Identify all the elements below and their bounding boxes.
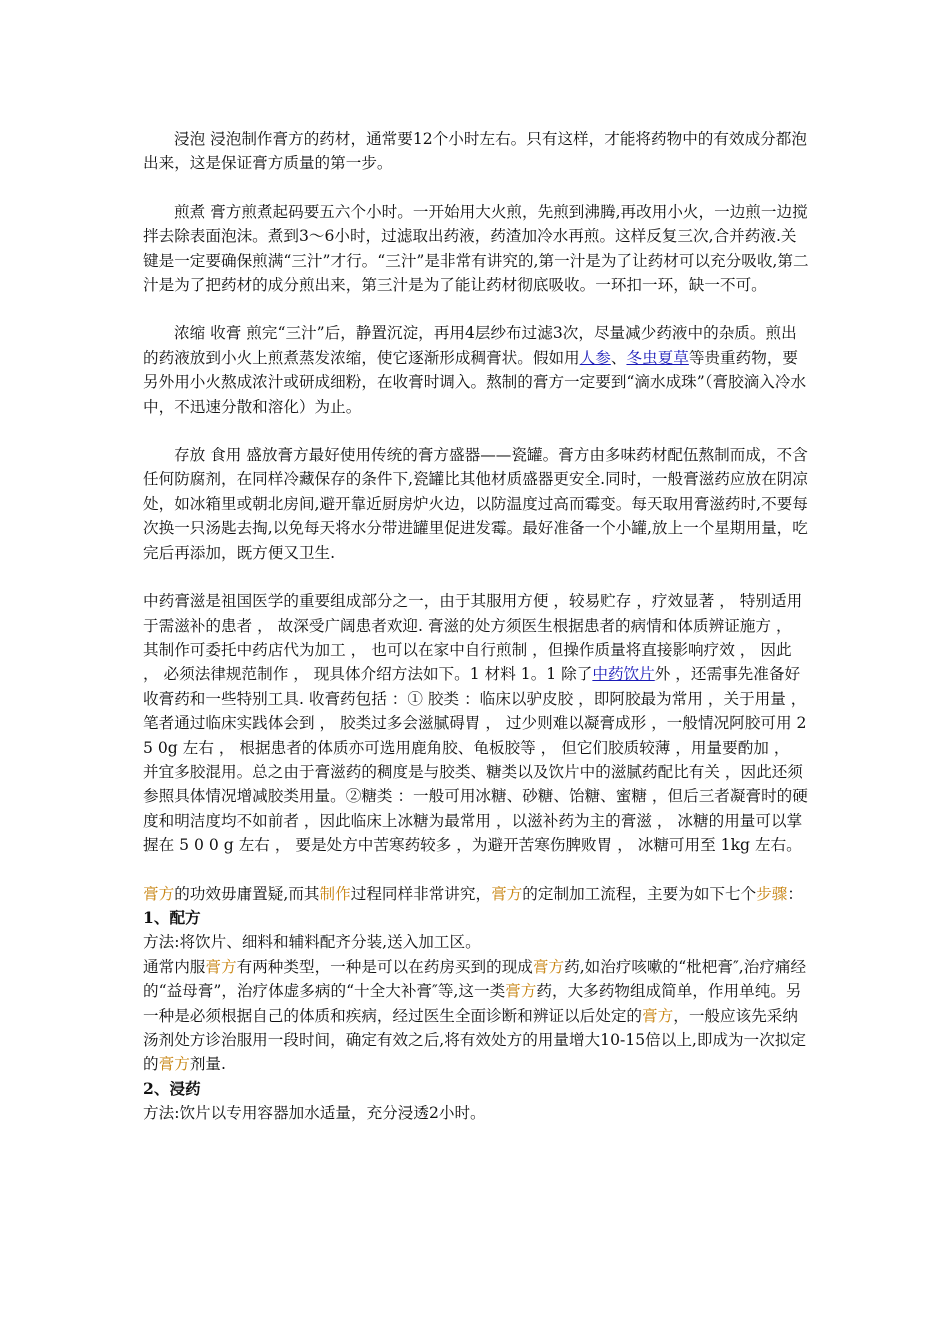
keyword-zhizuo: 制作 <box>319 884 351 903</box>
keyword-gaofang: 膏方 <box>143 884 175 903</box>
paragraph-concentrate <box>143 321 809 419</box>
text: 药，大多药物组成简单，作用单纯。另一种是必须根据自己的体质和疾病，经过医生全面诊断和辨证以后处定的 <box>143 982 802 1025</box>
separator: 、 <box>610 348 627 367</box>
herbal-pieces-link[interactable]: 中药饮片 <box>592 665 655 684</box>
paragraph-gaozi-text-a: 中药膏滋是祖国医学的重要组成部分之一，由于其服用方便 ，较易贮存 ，疗效显著 ， 特别适用于需滋补的患者 ， 故深受广阔患者欢迎. 膏滋的处方须医生根据患者的病情和体质辨证施方 ， 其制作可委托中药店代为加工 ， 也可以在家中自行煎制 ，但操作质量将直接影响疗效 ， 因此 ， 必须法律规范制作 ， 现具体介绍方法如下。1 材料 1。1 除了 <box>143 592 803 684</box>
cordyceps-link[interactable]: 冬虫夏草 <box>626 348 689 367</box>
keyword-buzhou: 步骤 <box>756 884 788 903</box>
paragraph-intro-steps <box>143 882 809 906</box>
text: 通常内服 <box>143 957 206 976</box>
text: 药,如治疗咳嗽的“枇杷膏″,治疗痛经的“益母膏”，治疗体虚多病的“十全大补膏″等,这一类 <box>143 957 807 1001</box>
text: 的定制加工流程，主要为如下七个 <box>522 884 757 903</box>
ginseng-link[interactable]: 人参 <box>579 348 611 367</box>
text: ，一般应该先采纳汤剂处方诊治服用一段时间，确定有效之后,将有效处方的用量增大10-15倍以上,即成为一次拟定的 <box>143 1006 807 1074</box>
keyword-gaofang: 膏方 <box>205 957 237 976</box>
paragraph-decoct: 煎煮 膏方煎煮起码要五六个小时。一开始用大火煎，先煎到沸腾,再改用小火，一边煎一边搅拌去除表面泡沫。煮到3～6小时，过滤取出药液，药渣加冷水再煎。这样反复三次,合并药液.关键是一定要确保煎满“三汁”才行。“三汁”是非常有讲究的,第一汁是为了让药材可以充分吸收,第二汁是为了把药材的成分煎出来，第三汁是为了能让药材彻底吸收。一环扣一环，缺一不可。 <box>143 202 809 295</box>
text: 剂量. <box>189 1055 226 1074</box>
method-formula: 方法:将饮片、细料和辅料配齐分装,送入加工区。 <box>143 933 481 952</box>
text: 过程同样非常讲究， <box>350 884 492 903</box>
text: 的功效毋庸置疑,而其 <box>174 884 320 903</box>
document-page <box>143 127 809 1126</box>
keyword-gaofang: 膏方 <box>642 1006 674 1025</box>
section-heading-soak: 2、浸药 <box>143 1078 201 1098</box>
keyword-gaofang: 膏方 <box>158 1055 190 1074</box>
paragraph-soak: 浸泡 浸泡制作膏方的药材，通常要12个小时左右。只有这样，才能将药物中的有效成分都泡出来，这是保证膏方质量的第一步。 <box>143 130 807 173</box>
text: ： <box>787 884 804 903</box>
paragraph-gaozi <box>143 589 809 857</box>
section-heading-formula: 1、配方 <box>143 907 201 927</box>
paragraph-types <box>143 955 809 1077</box>
method-soak: 方法:饮片以专用容器加水适量，充分浸透2小时。 <box>143 1104 486 1123</box>
paragraph-gaozi-text-b: 外 ，还需事先准备好收膏药和一些特别工具. 收膏药包括 ：① 胶类 ：临床以驴皮胶 ，即阿胶最为常用 ，关于用量 ，笔者通过临床实践体会到 ， 胶类过多会滋腻碍胃 ， 过少则难以凝膏成形 ，一般情况阿胶可用 2 5 0g 左右 ， 根据患者的体质亦可选用鹿角胶、龟板胶等 ， 但它们胶质较薄 ，用量要酌加 ， 并宜多胶混用。总之由于膏滋药的稠度是与胶类、糖类以及饮片中的滋腻药配比有关 ，因此还须参照具体情况增减胶类用量。②糖类 ：一般可用冰糖、砂糖、饴糖、蜜糖 ，但后三者凝膏时的硬度和明洁度均不如前者 ，因此临床上冰糖为最常用 ，以滋补药为主的膏滋 ， 冰糖的用量可以掌握在 5 0 0 g 左右 ， 要是处方中苦寒药较多 ，为避开苦寒伤脾败胃 ， 冰糖可用至 1kg 左右。 <box>143 665 808 855</box>
paragraph-concentrate-text-a: 浓缩 收膏 煎完“三汁”后，静置沉淀，再用4层纱布过滤3次，尽量减少药液中的杂质。煎出的药液放到小火上煎煮蒸发浓缩，使它逐渐形成稠膏状。假如用 <box>143 324 797 367</box>
keyword-gaofang: 膏方 <box>491 884 523 903</box>
paragraph-storage: 存放 食用 盛放膏方最好使用传统的膏方盛器——瓷罐。膏方由多味药材配伍熬制而成，不含任何防腐剂，在同样冷藏保存的条件下,瓷罐比其他材质盛器更安全.同时，一般膏滋药应放在阴凉处，如冰箱里或朝北房间,避开靠近厨房炉火边，以防温度过高而霉变。每天取用膏滋药时,不要每次换一只汤匙去掏,以免每天将水分带进罐里促进发霉。最好准备一个小罐,放上一个星期用量，吃完后再添加，既方便又卫生. <box>143 446 808 562</box>
keyword-gaofang: 膏方 <box>505 982 537 1001</box>
text: 有两种类型，一种是可以在药房买到的现成 <box>236 957 533 976</box>
paragraph-concentrate-text-b: 等贵重药物，要另外用小火熬成浓汁或研成细粉，在收膏时调入。熬制的膏方一定要到“滴水成珠”（膏胶滴入冷水中，不迅速分散和溶化）为止。 <box>143 348 807 416</box>
keyword-gaofang: 膏方 <box>532 957 565 976</box>
